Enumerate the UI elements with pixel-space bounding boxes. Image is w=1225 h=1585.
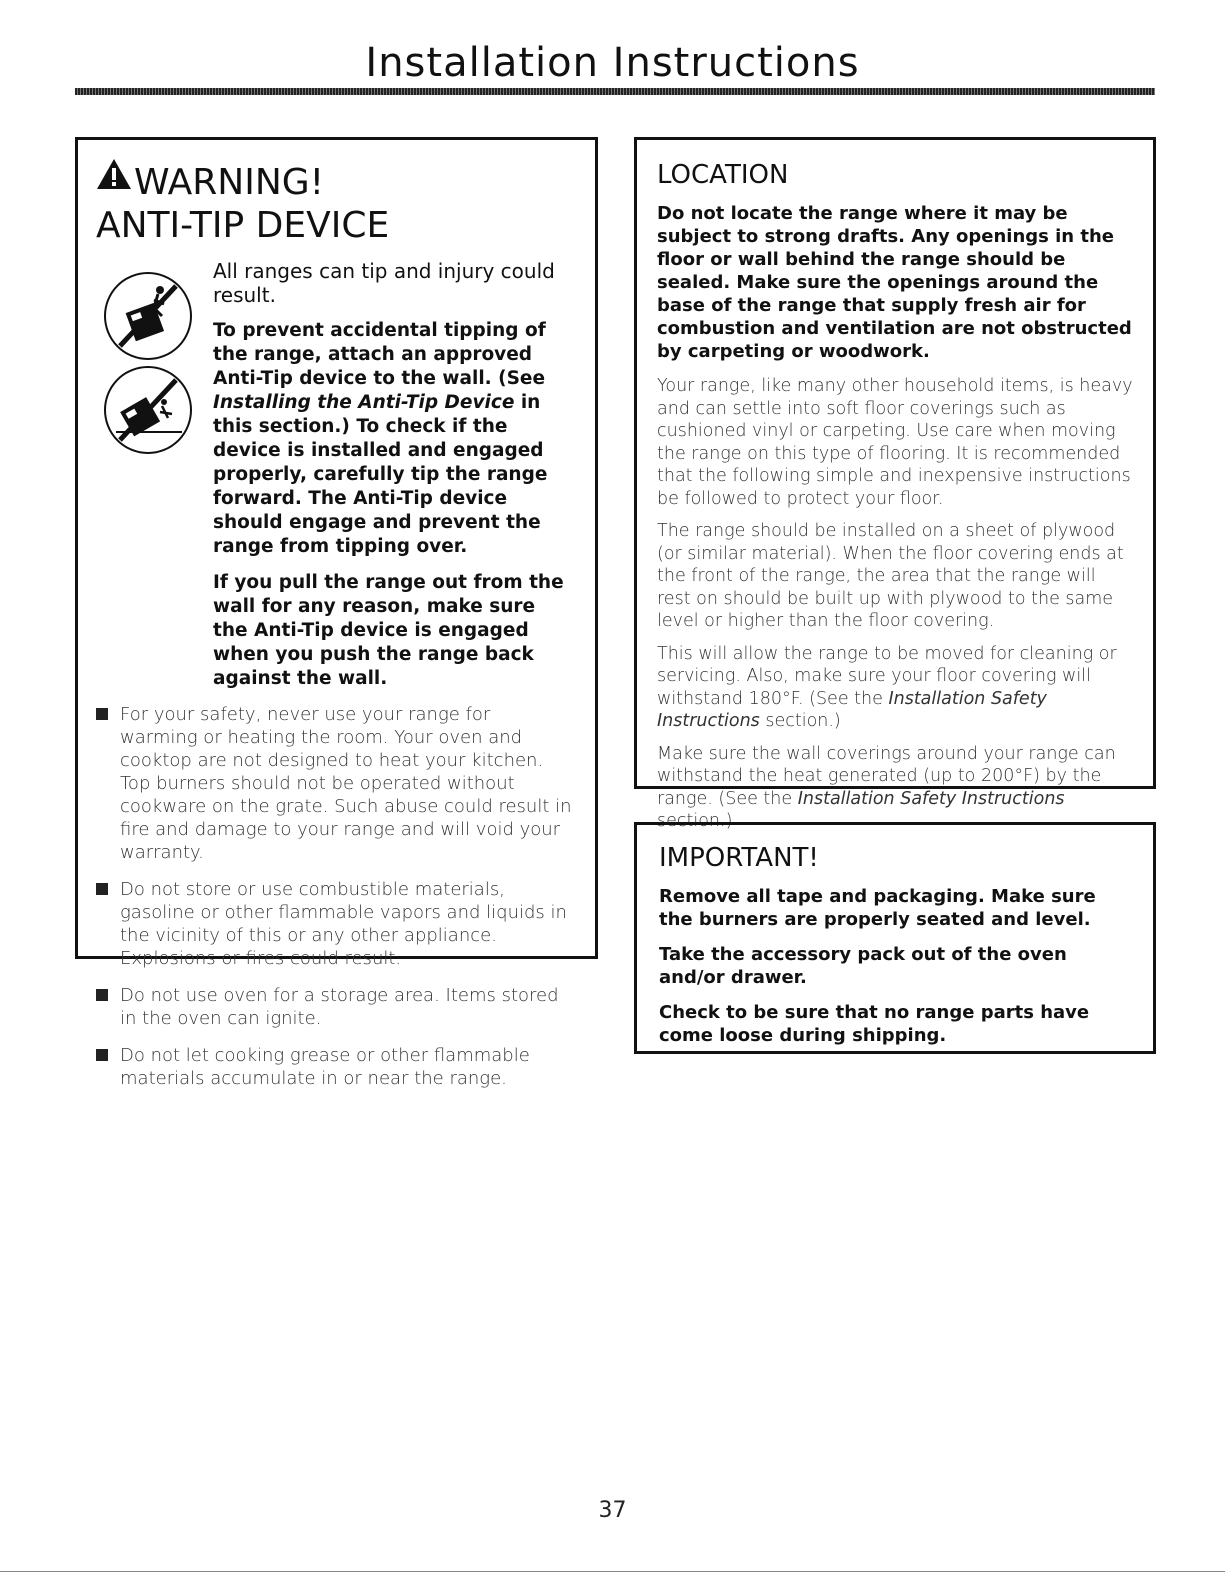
anti-tip-instructions: To prevent accidental tipping of the range, attach an approved Anti-Tip device to the wall. (See Installing the Anti-Tip Device in this section.) To check if the device is installed and engaged properly, carefully tip the range forward. The Anti-Tip device should engage and prevent the range from tipping over. (213, 320, 548, 557)
anti-tip-warning-box (75, 137, 598, 1089)
location-warning-text: Do not locate the range where it may be subject to strong drafts. Any openings in the floor or wall behind the range should be sealed. Make sure the openings around the base of the range that supply fresh air for combustion and ventilation are not obstructed by carpeting or woodwork. (657, 203, 1132, 362)
page-title: Installation Instructions (365, 40, 860, 86)
important-item: Take the accessory pack out of the oven and/or drawer. (659, 944, 1067, 988)
important-title: IMPORTANT! (659, 843, 819, 873)
list-item: Do not use oven for a storage area. Items stored in the oven can ignite. (96, 984, 573, 1030)
anti-tip-text (213, 259, 573, 691)
tip-injury-statement: All ranges can tip and injury could result. (213, 259, 555, 307)
bullet-square-icon (96, 989, 108, 1001)
important-box (634, 822, 1156, 1054)
location-box (634, 137, 1156, 831)
warning-icons (102, 270, 194, 460)
warning-heading-row (96, 158, 573, 203)
page-number: 37 (598, 1498, 627, 1523)
bullet-square-icon (96, 1049, 108, 1061)
location-title: LOCATION (657, 160, 789, 190)
location-paragraph: This will allow the range to be moved for cleaning or servicing. Also, make sure your floor covering will withstand 180°F. (See the Installation Safety Instructions section.) (657, 643, 1117, 731)
range-tipping-prohibited-icon (102, 364, 194, 460)
title-rule (75, 88, 1155, 95)
important-item: Check to be sure that no range parts have come loose during shipping. (659, 1002, 1090, 1046)
list-item: Do not store or use combustible materials, gasoline or other flammable vapors and liquids in the vicinity of this or any other appliance. Explosions or fires could result. (96, 878, 573, 970)
bullet-square-icon (96, 883, 108, 895)
bottom-rule (0, 1571, 1225, 1572)
important-item: Remove all tape and packaging. Make sure the burners are properly seated and level. (659, 886, 1096, 930)
location-paragraph: Make sure the wall coverings around your range can withstand the heat generated (up to 200°F) by the range. (See the Installation Safety Instructions section.) (657, 743, 1116, 831)
warning-heading: WARNING! (134, 162, 325, 203)
range-tipping-prohibited-icon (102, 270, 194, 366)
location-paragraph: Your range, like many other household items, is heavy and can settle into soft floor coverings such as cushioned vinyl or carpeting. Use care when moving the range on this type of flooring. It is recommended that the following simple and inexpensive instructions be followed to protect your floor. (657, 376, 1133, 509)
warning-triangle-icon (96, 158, 132, 199)
anti-tip-reengage-note: If you pull the range out from the wall for any reason, make sure the Anti-Tip device is engaged when you push the range back against the wall. (213, 572, 564, 689)
list-item: For your safety, never use your range for warming or heating the room. Your oven and cooktop are not designed to heat your kitchen. Top burners should not be operated without cookware on the grate. Such abuse could result in fire and damage to your range and will void your warranty. (96, 703, 573, 864)
safety-bullet-list (96, 703, 573, 1090)
warning-subheading: ANTI-TIP DEVICE (96, 205, 390, 246)
location-paragraph: The range should be installed on a sheet of plywood (or similar material). When the floor covering ends at the front of the range, the area that the range will rest on should be built up with plywood to the same level or higher than the floor covering. (657, 521, 1124, 631)
bullet-square-icon (96, 708, 108, 720)
list-item: Do not let cooking grease or other flammable materials accumulate in or near the range. (96, 1044, 573, 1090)
